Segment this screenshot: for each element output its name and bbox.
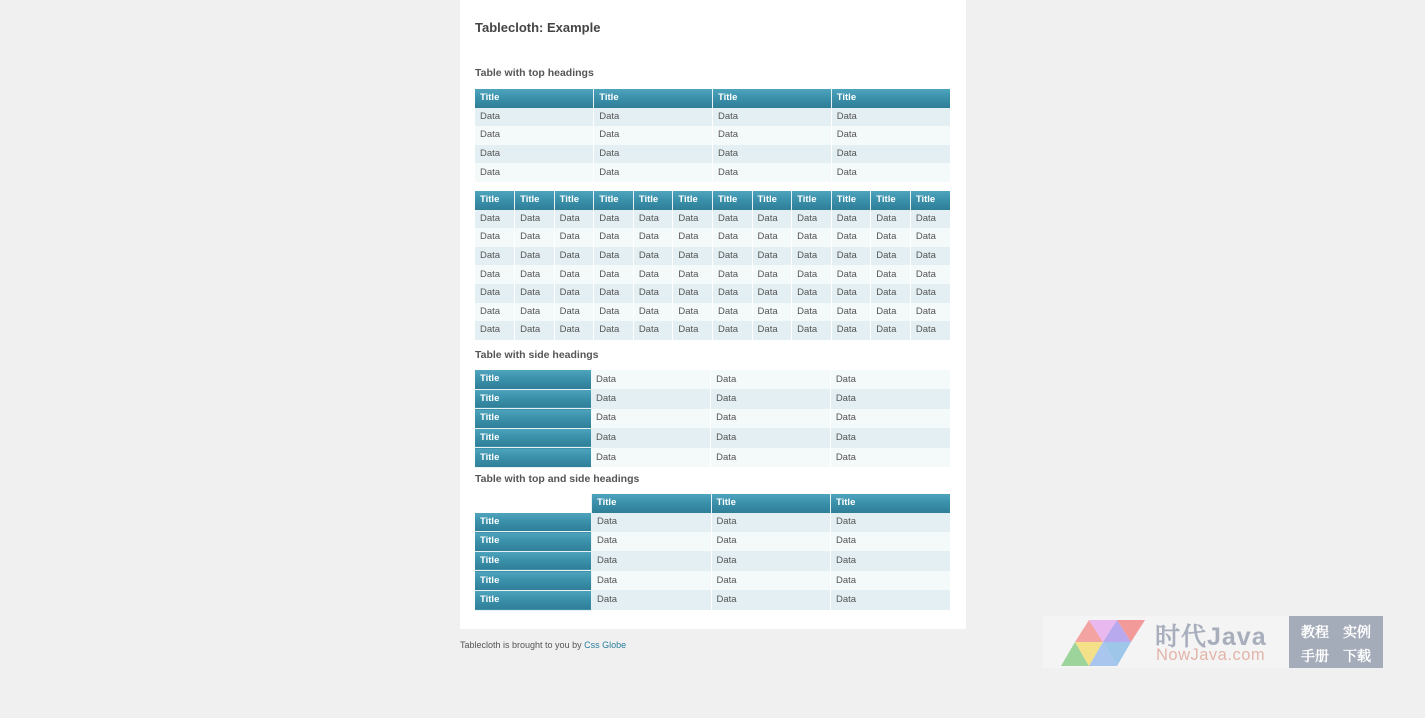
data-cell: Data <box>792 247 832 266</box>
header-row <box>475 494 950 513</box>
data-cell: Data <box>792 228 832 247</box>
data-cell: Data <box>475 284 515 303</box>
watermark-title: 时代Java <box>1155 623 1267 651</box>
table-row <box>475 284 950 303</box>
table-top-side-headings <box>475 494 950 611</box>
column-header: Title <box>712 191 752 210</box>
data-cell: Data <box>591 370 711 389</box>
data-cell: Data <box>752 228 792 247</box>
data-cell: Data <box>592 571 712 591</box>
table-row <box>475 108 950 127</box>
table-row <box>475 571 950 591</box>
column-header: Title <box>592 494 712 513</box>
data-cell: Data <box>910 247 950 266</box>
data-cell: Data <box>871 247 911 266</box>
column-header: Title <box>594 89 713 108</box>
data-cell: Data <box>910 303 950 322</box>
data-cell: Data <box>515 321 555 340</box>
data-cell: Data <box>871 321 911 340</box>
row-header: Title <box>475 532 592 552</box>
data-cell: Data <box>831 321 871 340</box>
table-row <box>475 247 950 266</box>
data-cell: Data <box>752 321 792 340</box>
data-cell: Data <box>673 321 713 340</box>
data-cell: Data <box>830 448 950 468</box>
data-cell: Data <box>831 210 871 229</box>
footer-text: Tablecloth is brought to you by <box>460 640 585 650</box>
row-header: Title <box>475 428 591 448</box>
data-cell: Data <box>711 409 831 429</box>
data-cell: Data <box>831 571 951 591</box>
data-cell: Data <box>831 532 951 552</box>
column-header: Title <box>711 494 831 513</box>
table-row <box>475 303 950 322</box>
data-cell: Data <box>831 551 951 571</box>
data-cell: Data <box>712 210 752 229</box>
data-cell: Data <box>515 303 555 322</box>
data-cell: Data <box>594 145 713 164</box>
data-cell: Data <box>831 108 950 127</box>
data-cell: Data <box>673 247 713 266</box>
data-cell: Data <box>475 163 594 182</box>
data-cell: Data <box>515 265 555 284</box>
data-cell: Data <box>871 228 911 247</box>
data-cell: Data <box>592 532 712 552</box>
data-cell: Data <box>752 210 792 229</box>
table-row <box>475 532 950 552</box>
column-header: Title <box>475 191 515 210</box>
data-cell: Data <box>594 228 634 247</box>
data-cell: Data <box>711 513 831 532</box>
data-cell: Data <box>475 108 594 127</box>
data-cell: Data <box>711 428 831 448</box>
data-cell: Data <box>910 210 950 229</box>
data-cell: Data <box>594 265 634 284</box>
header-row <box>475 89 950 108</box>
watermark-tag-examples: 实例 <box>1343 624 1371 640</box>
watermark-tag-box <box>1289 616 1383 668</box>
data-cell: Data <box>515 247 555 266</box>
row-header: Title <box>475 409 591 429</box>
data-cell: Data <box>673 303 713 322</box>
css-globe-link[interactable]: Css Globe <box>584 640 627 650</box>
data-cell: Data <box>554 228 594 247</box>
data-cell: Data <box>711 551 831 571</box>
data-cell: Data <box>594 126 713 145</box>
table-row <box>475 389 950 409</box>
nowjava-logo-icon <box>1061 620 1151 666</box>
data-cell: Data <box>830 370 950 389</box>
data-cell: Data <box>830 409 950 429</box>
watermark-subtitle: NowJava.com <box>1156 646 1266 664</box>
data-cell: Data <box>831 303 871 322</box>
data-cell: Data <box>752 265 792 284</box>
table-row <box>475 448 950 468</box>
column-header: Title <box>594 191 634 210</box>
content-panel <box>460 0 966 629</box>
data-cell: Data <box>712 265 752 284</box>
data-cell: Data <box>752 284 792 303</box>
table-row <box>475 409 950 429</box>
data-cell: Data <box>830 428 950 448</box>
data-cell: Data <box>554 321 594 340</box>
data-cell: Data <box>591 389 711 409</box>
data-cell: Data <box>792 303 832 322</box>
table-row <box>475 163 950 182</box>
column-header: Title <box>554 191 594 210</box>
data-cell: Data <box>752 247 792 266</box>
watermark-tag-manual: 手册 <box>1301 648 1329 664</box>
data-cell: Data <box>475 210 515 229</box>
data-cell: Data <box>711 571 831 591</box>
data-cell: Data <box>673 210 713 229</box>
data-cell: Data <box>711 448 831 468</box>
data-cell: Data <box>591 409 711 429</box>
data-cell: Data <box>515 284 555 303</box>
data-cell: Data <box>475 247 515 266</box>
data-cell: Data <box>592 551 712 571</box>
column-header: Title <box>831 89 950 108</box>
table-row <box>475 265 950 284</box>
table-row <box>475 228 950 247</box>
data-cell: Data <box>554 247 594 266</box>
corner-cell <box>475 494 592 513</box>
row-header: Title <box>475 389 591 409</box>
watermark-tag-tutorial: 教程 <box>1301 624 1329 640</box>
column-header: Title <box>792 191 832 210</box>
data-cell: Data <box>594 303 634 322</box>
data-cell: Data <box>792 265 832 284</box>
data-cell: Data <box>871 284 911 303</box>
data-cell: Data <box>475 303 515 322</box>
data-cell: Data <box>792 321 832 340</box>
data-cell: Data <box>515 228 555 247</box>
data-cell: Data <box>594 247 634 266</box>
data-cell: Data <box>673 265 713 284</box>
data-cell: Data <box>633 284 673 303</box>
column-header: Title <box>713 89 832 108</box>
data-cell: Data <box>633 303 673 322</box>
data-cell: Data <box>475 145 594 164</box>
section-title-top-side-headings: Table with top and side headings <box>475 473 640 485</box>
data-cell: Data <box>711 370 831 389</box>
row-header: Title <box>475 590 592 610</box>
table-top-headings <box>475 89 950 182</box>
data-cell: Data <box>591 428 711 448</box>
column-header: Title <box>752 191 792 210</box>
data-cell: Data <box>592 590 712 610</box>
data-cell: Data <box>711 590 831 610</box>
table-row <box>475 126 950 145</box>
data-cell: Data <box>831 247 871 266</box>
data-cell: Data <box>673 284 713 303</box>
data-cell: Data <box>633 265 673 284</box>
data-cell: Data <box>554 303 594 322</box>
data-cell: Data <box>713 145 832 164</box>
data-cell: Data <box>871 265 911 284</box>
data-cell: Data <box>594 210 634 229</box>
data-cell: Data <box>592 513 712 532</box>
data-cell: Data <box>713 163 832 182</box>
data-cell: Data <box>910 228 950 247</box>
row-header: Title <box>475 513 592 532</box>
footer <box>460 640 626 650</box>
data-cell: Data <box>594 284 634 303</box>
data-cell: Data <box>792 284 832 303</box>
table-row <box>475 321 950 340</box>
row-header: Title <box>475 551 592 571</box>
row-header: Title <box>475 448 591 468</box>
data-cell: Data <box>633 247 673 266</box>
table-row <box>475 513 950 532</box>
section-title-side-headings: Table with side headings <box>475 349 599 361</box>
data-cell: Data <box>831 513 951 532</box>
section-title-top-headings: Table with top headings <box>475 67 594 79</box>
data-cell: Data <box>594 321 634 340</box>
column-header: Title <box>633 191 673 210</box>
data-cell: Data <box>594 108 713 127</box>
data-cell: Data <box>633 210 673 229</box>
data-cell: Data <box>594 163 713 182</box>
table-side-headings <box>475 370 950 468</box>
data-cell: Data <box>712 247 752 266</box>
data-cell: Data <box>554 284 594 303</box>
column-header: Title <box>515 191 555 210</box>
column-header: Title <box>673 191 713 210</box>
table-row <box>475 551 950 571</box>
data-cell: Data <box>831 228 871 247</box>
data-cell: Data <box>831 590 951 610</box>
page-title: Tablecloth: Example <box>475 20 601 35</box>
data-cell: Data <box>591 448 711 468</box>
data-cell: Data <box>831 126 950 145</box>
data-cell: Data <box>712 284 752 303</box>
data-cell: Data <box>633 321 673 340</box>
data-cell: Data <box>830 389 950 409</box>
data-cell: Data <box>554 210 594 229</box>
data-cell: Data <box>831 163 950 182</box>
column-header: Title <box>831 191 871 210</box>
data-cell: Data <box>910 265 950 284</box>
data-cell: Data <box>475 228 515 247</box>
column-header: Title <box>475 89 594 108</box>
table-wide-top-headings <box>475 191 950 340</box>
data-cell: Data <box>475 265 515 284</box>
data-cell: Data <box>712 321 752 340</box>
row-header: Title <box>475 370 591 389</box>
data-cell: Data <box>871 210 911 229</box>
data-cell: Data <box>752 303 792 322</box>
header-row <box>475 191 950 210</box>
data-cell: Data <box>792 210 832 229</box>
data-cell: Data <box>711 532 831 552</box>
watermark-tag-download: 下载 <box>1343 648 1371 664</box>
data-cell: Data <box>711 389 831 409</box>
data-cell: Data <box>712 228 752 247</box>
data-cell: Data <box>554 265 594 284</box>
data-cell: Data <box>713 126 832 145</box>
table-row <box>475 145 950 164</box>
data-cell: Data <box>713 108 832 127</box>
data-cell: Data <box>633 228 673 247</box>
data-cell: Data <box>515 210 555 229</box>
table-row <box>475 210 950 229</box>
column-header: Title <box>910 191 950 210</box>
data-cell: Data <box>831 265 871 284</box>
column-header: Title <box>831 494 951 513</box>
data-cell: Data <box>910 321 950 340</box>
table-row <box>475 590 950 610</box>
data-cell: Data <box>475 126 594 145</box>
column-header: Title <box>871 191 911 210</box>
table-row <box>475 428 950 448</box>
data-cell: Data <box>910 284 950 303</box>
data-cell: Data <box>673 228 713 247</box>
row-header: Title <box>475 571 592 591</box>
data-cell: Data <box>475 321 515 340</box>
table-row <box>475 370 950 389</box>
data-cell: Data <box>871 303 911 322</box>
data-cell: Data <box>831 284 871 303</box>
data-cell: Data <box>831 145 950 164</box>
watermark <box>1043 616 1383 668</box>
data-cell: Data <box>712 303 752 322</box>
